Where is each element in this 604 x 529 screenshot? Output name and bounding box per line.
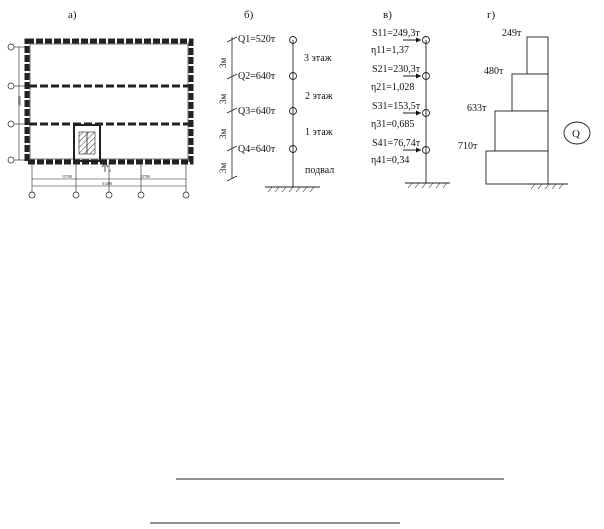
- plan-dim-bottom-total: 31400: [102, 181, 112, 186]
- model-height-2: 3м: [218, 93, 228, 104]
- model-floor-basement: подвал: [305, 165, 335, 176]
- plan-dim-vertical: 16600: [17, 96, 22, 106]
- force-S-1: S11=249,3т: [372, 28, 420, 39]
- shear-value-1: 249т: [502, 28, 522, 39]
- forces-ground-hatch: [405, 183, 450, 188]
- shear-circle-label: Q: [572, 128, 580, 140]
- shear-value-2: 480т: [484, 66, 504, 77]
- floor-plan: [8, 41, 191, 198]
- model-height-1: 3м: [218, 57, 228, 68]
- force-S-2: S21=230,3т: [372, 64, 421, 75]
- force-eta-2: η21=1,028: [371, 82, 415, 93]
- force-eta-4: η41=0,34: [371, 155, 410, 166]
- model-floor-1: 1 этаж: [305, 127, 333, 138]
- shear-bar-3: [495, 111, 548, 151]
- model-height-4: 3м: [218, 162, 228, 173]
- panel-label-v: в): [383, 9, 392, 21]
- force-S-3: S31=153,5т: [372, 101, 421, 112]
- model-floor-3: 3 этаж: [304, 53, 332, 64]
- plan-dim-bottom-left: 15700: [62, 174, 72, 179]
- shear-ground-hatch: [528, 184, 568, 189]
- plan-outer-wall: [27, 41, 191, 162]
- seismic-forces: [371, 28, 450, 188]
- force-eta-1: η11=1,37: [371, 45, 409, 56]
- plan-dim-bottom-right: 15700: [140, 174, 150, 179]
- model-mass-2: Q2=640т: [238, 71, 276, 82]
- shear-value-3: 633т: [467, 103, 487, 114]
- panel-label-g: г): [487, 9, 496, 21]
- plan-arrow-label: 2: [109, 168, 111, 173]
- shear-bar-2: [512, 74, 548, 111]
- model-mass-3: Q3=640т: [238, 106, 276, 117]
- model-mass-1: Q1=520т: [238, 34, 276, 45]
- model-ground-hatch: [265, 187, 320, 192]
- shear-bar-4: [486, 151, 548, 184]
- model-height-3: 3м: [218, 128, 228, 139]
- panel-label-b: б): [244, 9, 254, 21]
- panel-label-a: а): [68, 9, 77, 21]
- force-S-4: S41=76,74т: [372, 138, 421, 149]
- dynamic-model: [218, 34, 334, 192]
- model-mass-4: Q4=640т: [238, 144, 276, 155]
- force-eta-3: η31=0,685: [371, 119, 415, 130]
- shear-diagram: [458, 28, 590, 189]
- shear-value-4: 710т: [458, 141, 478, 152]
- shear-bar-1: [527, 37, 548, 74]
- model-floor-2: 2 этаж: [305, 91, 333, 102]
